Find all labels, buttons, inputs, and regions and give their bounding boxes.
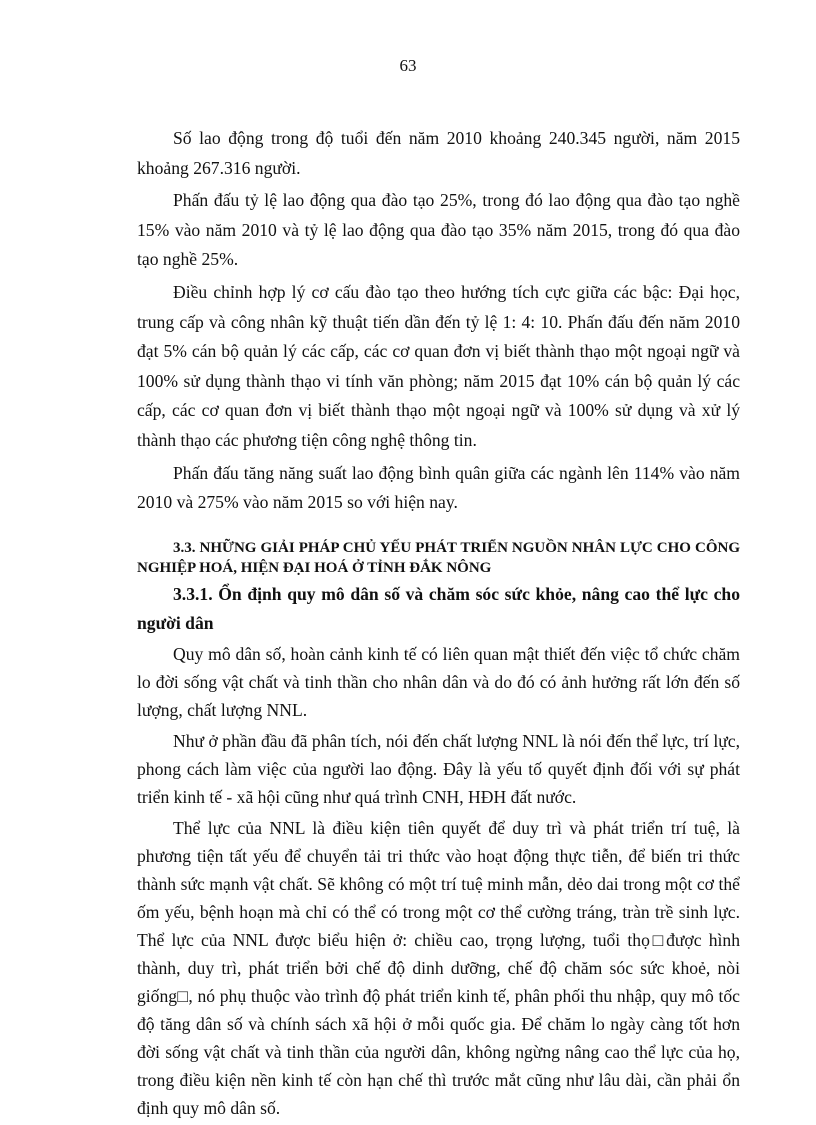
paragraph-training-rate: Phấn đấu tỷ lệ lao động qua đào tạo 25%, trong đó lao động qua đào tạo nghề 15% vào năm 2010 và tỷ lệ lao động qua đào tạo 35% năm 2015, trong đó qua đào tạo nghề 25%. (137, 190, 740, 270)
paragraph-population-scale: Quy mô dân số, hoàn cảnh kinh tế có liên quan mật thiết đến việc tổ chức chăm lo đời sống vật chất và tinh thần cho nhân dân và do đó có ảnh hưởng rất lớn đến số lượng, chất lượng NNL. (137, 643, 740, 720)
document-body (137, 124, 740, 1125)
subsection-heading: 3.3.1. Ổn định quy mô dân số và chăm sóc sức khỏe, nâng cao thể lực cho người dân (137, 583, 740, 633)
paragraph-productivity: Phấn đấu tăng năng suất lao động bình quân giữa các ngành lên 114% vào năm 2010 và 275% vào năm 2015 so với hiện nay. (137, 462, 740, 513)
paragraph-labor-age: Số lao động trong độ tuổi đến năm 2010 khoảng 240.345 người, năm 2015 khoảng 267.316 người. (137, 128, 740, 178)
paragraph-training-structure: Điều chỉnh hợp lý cơ cấu đào tạo theo hướng tích cực giữa các bậc: Đại học, trung cấp và công nhân kỹ thuật tiến dần đến tỷ lệ 1: 4: 10. Phấn đấu đến năm 2010 đạt 5% cán bộ quản lý các cấp, các cơ quan đơn vị biết thành thạo một ngoại ngữ và 100% sử dụng thành thạo vi tính văn phòng; năm 2015 đạt 10% cán bộ quản lý các cấp, các cơ quan đơn vị biết thành thạo một ngoại ngữ và 100% sử dụng và xử lý thành thạo các phương tiện công nghệ thông tin. (137, 281, 740, 450)
paragraph-quality-definition: Như ở phần đầu đã phân tích, nói đến chất lượng NNL là nói đến thể lực, trí lực, phong cách làm việc của người lao động. Đây là yếu tố quyết định đối với sự phát triển kinh tế - xã hội cũng như quá trình CNH, HĐH đất nước. (137, 730, 740, 807)
section-heading: 3.3. NHỮNG GIẢI PHÁP CHỦ YẾU PHÁT TRIỂN NGUỒN NHÂN LỰC CHO CÔNG NGHIỆP HOÁ, HIỆN ĐẠI HOÁ Ở TỈNH ĐẮK NÔNG (137, 539, 740, 576)
paragraph-physical-strength: Thể lực của NNL là điều kiện tiên quyết để duy trì và phát triển trí tuệ, là phương tiện tất yếu để chuyển tải tri thức vào hoạt động thực tiễn, để biến tri thức thành sức mạnh vật chất. Sẽ không có một trí tuệ minh mẫn, dẻo dai trong một cơ thể ốm yếu, bệnh hoạn mà chỉ có thể có trong một cơ thể cường tráng, tràn trề sinh lực. Thể lực của NNL được biểu hiện ở: chiều cao, trọng lượng, tuổi thọ□được hình thành, duy trì, phát triển bởi chế độ dinh dưỡng, chế độ chăm sóc sức khoẻ, nòi giống□, nó phụ thuộc vào trình độ phát triển kinh tế, phân phối thu nhập, quy mô tốc độ tăng dân số và chính sách xã hội ở mỗi quốc gia. Để chăm lo ngày càng tốt hơn đời sống vật chất và tinh thần của người dân, không ngừng nâng cao thể lực của họ, trong điều kiện nền kinh tế còn hạn chế thì trước mắt cũng như lâu dài, cần phải ổn định quy mô dân số. (137, 817, 740, 1118)
page-number: 63 (399, 56, 417, 75)
